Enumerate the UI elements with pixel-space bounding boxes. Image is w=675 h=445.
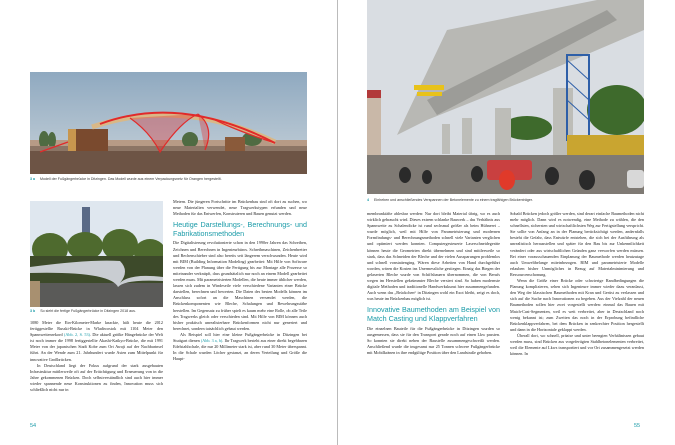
- left-column-1: [30, 320, 163, 393]
- caption-text: Einheben und anschließendes Verspannen der Betonelemente zu einem tragfähigen Brückenträger.: [374, 198, 533, 202]
- paragraph: Metern. Die jüngeren Fortschritte im Brückenbau sind oft dort zu suchen, wo neue Materialien verwendet, neue Tragwerkstypen erfunden und neue Methoden für das Entwerfen, Konstruieren und Bauen genutzt werden.: [173, 199, 307, 217]
- page-number: 55: [634, 423, 641, 429]
- caption-text: So sieht die fertige Fußgängerbrücke in Ditzingen 2018 aus.: [40, 309, 136, 313]
- bridge-model-illustration: [30, 72, 307, 174]
- section-heading: Heutige Darstellungs-, Berechnungs- und Fabrikationsmethoden: [173, 220, 307, 238]
- caption-text: Modell der Fußgängerbrücke in Ditzingen. Das Modell wurde aus einem Verpackungsnetz für Orangen hergestellt.: [40, 177, 222, 181]
- paragraph: 1080 Meter die Ein-Kilometer-Marke knackte, hält heute die 2012 fertiggestellte Russki-Brücke in Wladiwostok mit 1104 Meter den Spannweitenrekord (Abb. 2, S. 53). Die aktuell größte Hängebrücke der Welt ist noch immer die 1998 fertiggestellte Akashi-Kaikyo-Brücke, die mit 1991 Meter von der japanischen Stadt Kobe zum Ort Awaji auf der Nachbarinsel führt. An der Wende zum 21. Jahrhundert wurde Asien zum Mittelpunkt für innovative Großbrücken.: [30, 320, 163, 362]
- right-column-1: [367, 211, 500, 356]
- page-number: 54: [30, 423, 37, 429]
- paragraph: Sobald Brücken jedoch größer werden, sind derart einfache Baumethoden nicht mehr möglich. Dann wird es notwendig, eine Methode zu wählen, die den schnellsten, sichersten und wirtschaftlichsten Weg zur Fertigstellung verspricht. Sie sollte von Anfang an in der Planung berücksichtigt werden, andernfalls besteht die Gefahr, dass Entwürfe entstehen, die sich bei der Ausführung als unrealistisch herausstellen und später für den Bau bis zur Unkenntlichkeit verändert oder aus wirtschaftlichen Gründen ganz verworfen werden müssen. Bei einer vorausschauenden Einplanung der Baumethode werden heutzutage auch Umweltbelange miteinbezogen. BIM und parametrisierte Modelle erlauben bisher Unmögliches in Bezug auf Materialminimierung und Ressourcenschonung.: [510, 211, 644, 277]
- section-heading: Innovative Baumethoden am Beispiel von Match Casting und Klappverfahren: [367, 305, 500, 323]
- viaduct-construction-photo: [367, 0, 644, 194]
- figure-4-caption: [367, 198, 533, 203]
- paragraph: Wenn die Größe einer Brücke oder schwierige Randbedingungen die Planung komplizieren, sehen sich Ingenieure immer wieder dazu veranlasst, den Weg der klassischen Baumethoden mit Kran und Gerüst zu verlassen und sich auf die Suche nach Innovationen zu begeben. Aus der Vielzahl der neuen Baumethoden sollen hier zwei vorgestellt werden: einmal das Bauen mit Match-Cast-Segmenten, weil es weit verbreitet, aber in Deutschland noch wenig bekannt ist; zum Zweiten das noch in der Erprobung befindliche Brückenklappverfahren, bei dem Brücken in senkrechter Position hergestellt und dann in die Horizontale geklappt werden.: [510, 278, 644, 332]
- figure-3a-caption: [30, 177, 222, 182]
- paragraph: membranktäfte ablesbar werden: Nur dort bleibt Material übrig, wo es auch wirklich gebraucht wird. Dieses extrem schlanke Bauwerk – das Verhältnis aus Spannweite zu Schalendicke ist rund sechsmal größer als beim Hühnerei – wurde möglich, weil mit Hilfe von Parametrisierung und modernen Formfindungs- und Berechnungsmethoden schnell viele Varianten verglichen und optimiert werden konnten. Computergesteuerte Laserschneidegeräte können heute die Geometrien direkt übernehmen und sind mittlerweile so stark, dass das Schneiden der Bleche und der vielen Aussparungen problemlos und schnell vonstattenging. Wären diese Arbeiten von Hand durchgeführt worden, wären die Kosten ins Unermessliche gestiegen. Einzig das Biegen der gelaserten Bleche wurde von Schiffsbauern übernommen, die von Berufs wegen im Herstellen gekrümmter Bleche versiert sind. So haben modernste digitale Methoden und traditionelle Handwerkskunst hier zusammengefunden. Auch wenn das „Brückchen“ in Ditzingen wohl ein Exot bleibt, zeigt es doch, was heute im Brückenbau möglich ist.: [367, 211, 500, 302]
- figure-reference-link[interactable]: (Abb. 3 a, b): [200, 337, 223, 343]
- figure-3b-caption: [30, 309, 136, 314]
- paragraph: Als Beispiel soll hier eine kleine Fußgängerbrücke in Ditzingen bei Stuttgart dienen (Abb. 3 a, b). Ihr Tragwerk besteht aus einer direkt begehbaren Edelstahlschale, die nur 20 Millimeter stark ist, aber rund 30 Meter überspannt. In die Schale wurden Löcher gestanzt, an deren Verteilung und Größe die Haupt-: [173, 331, 308, 362]
- left-column-2: [173, 199, 307, 362]
- figure-reference-link[interactable]: (Abb. 2, S. 53): [63, 332, 90, 338]
- paragraph: In Deutschland liegt der Fokus aufgrund der stark ausgebauten Infrastruktur mittlerweile oft auf der Ertüchtigung und Erneuerung von in die Jahre gekommenen Brücken. Doch selbstverständlich sind auch hier immer wieder spannende neue Konstruktionen zu finden, Innovation muss sich schließlich nicht nur in: [30, 362, 163, 393]
- right-column-2: [510, 211, 644, 357]
- paragraph: Überall dort, wo schnell, präzise und unter beengten Verhältnissen gebaut werden muss, sind Brücken aus vorgefertigten Stahlbetonelementen verbreitet, weil die Elemente auf Lkws transportiert und vor Ort zusammengesetzt werden können. In: [510, 332, 644, 357]
- paragraph: Die Digitalisierung revolutionierte schon in den 1990er Jahren das Schreiben, Zeichnen und Berechnen in Ingenieurbüros. Schreibmaschinen, Zeichenbretter und Rechenschieber sind also bereits seit längerem verschwunden. Heute wird mit BIM (Building Information Modeling) gearbeitet: Mit Hilfe von Software werden von der Planung über die Fertigung bis zur Montage alle Prozesse so miteinander verknüpft, dass grundsätzlich nur noch an einem Modell gearbeitet werden muss. Mit parametrisierten Modellen, die heute immer üblicher werden, lassen sich zudem in Windeseile viele verschiedene Varianten einer Brücke darstellen, berechnen und bewerten. Die Daten des besten Modells können im Anschluss sofort an die Maschinen versendet werden, die Brückenkomponenten wie Bleche, Schalungen und Bewehrungsstäbe herstellen. Im Gegensatz zu früher spielt es kaum mehr eine Rolle, ob alle Teile des Tragwerks gleich oder verschieden sind. Mit Hilfe von BIM können auch bisher praktisch unrealisierbare Brückenformen nicht nur generiert und berechnet, sondern tatsächlich gebaut werden.: [173, 240, 307, 331]
- finished-bridge-illustration: [30, 201, 163, 307]
- viaduct-illustration: [367, 0, 644, 194]
- left-page: [0, 0, 337, 445]
- figure-label: 3 b: [30, 309, 36, 313]
- figure-label: 3 a: [30, 177, 35, 181]
- bridge-model-photo: [30, 72, 307, 174]
- figure-label: 4: [367, 198, 369, 202]
- finished-bridge-photo: [30, 201, 163, 307]
- paragraph: Die einzelnen Bauteile für die Fußgängerbrücke in Ditzingen wurden so ausgemessen, dass sie für den Transport gerade noch auf einen Lkw passten. So konnten sie direkt neben der Baustelle zusammengeschweißt werden. Anschließend wurde die insgesamt nur 25 Tonnen schwere Fußgängerbrücke mit Mobilkränen in ihre endgültige Position über den Landstraße gehoben.: [367, 325, 500, 355]
- right-page: [338, 0, 675, 445]
